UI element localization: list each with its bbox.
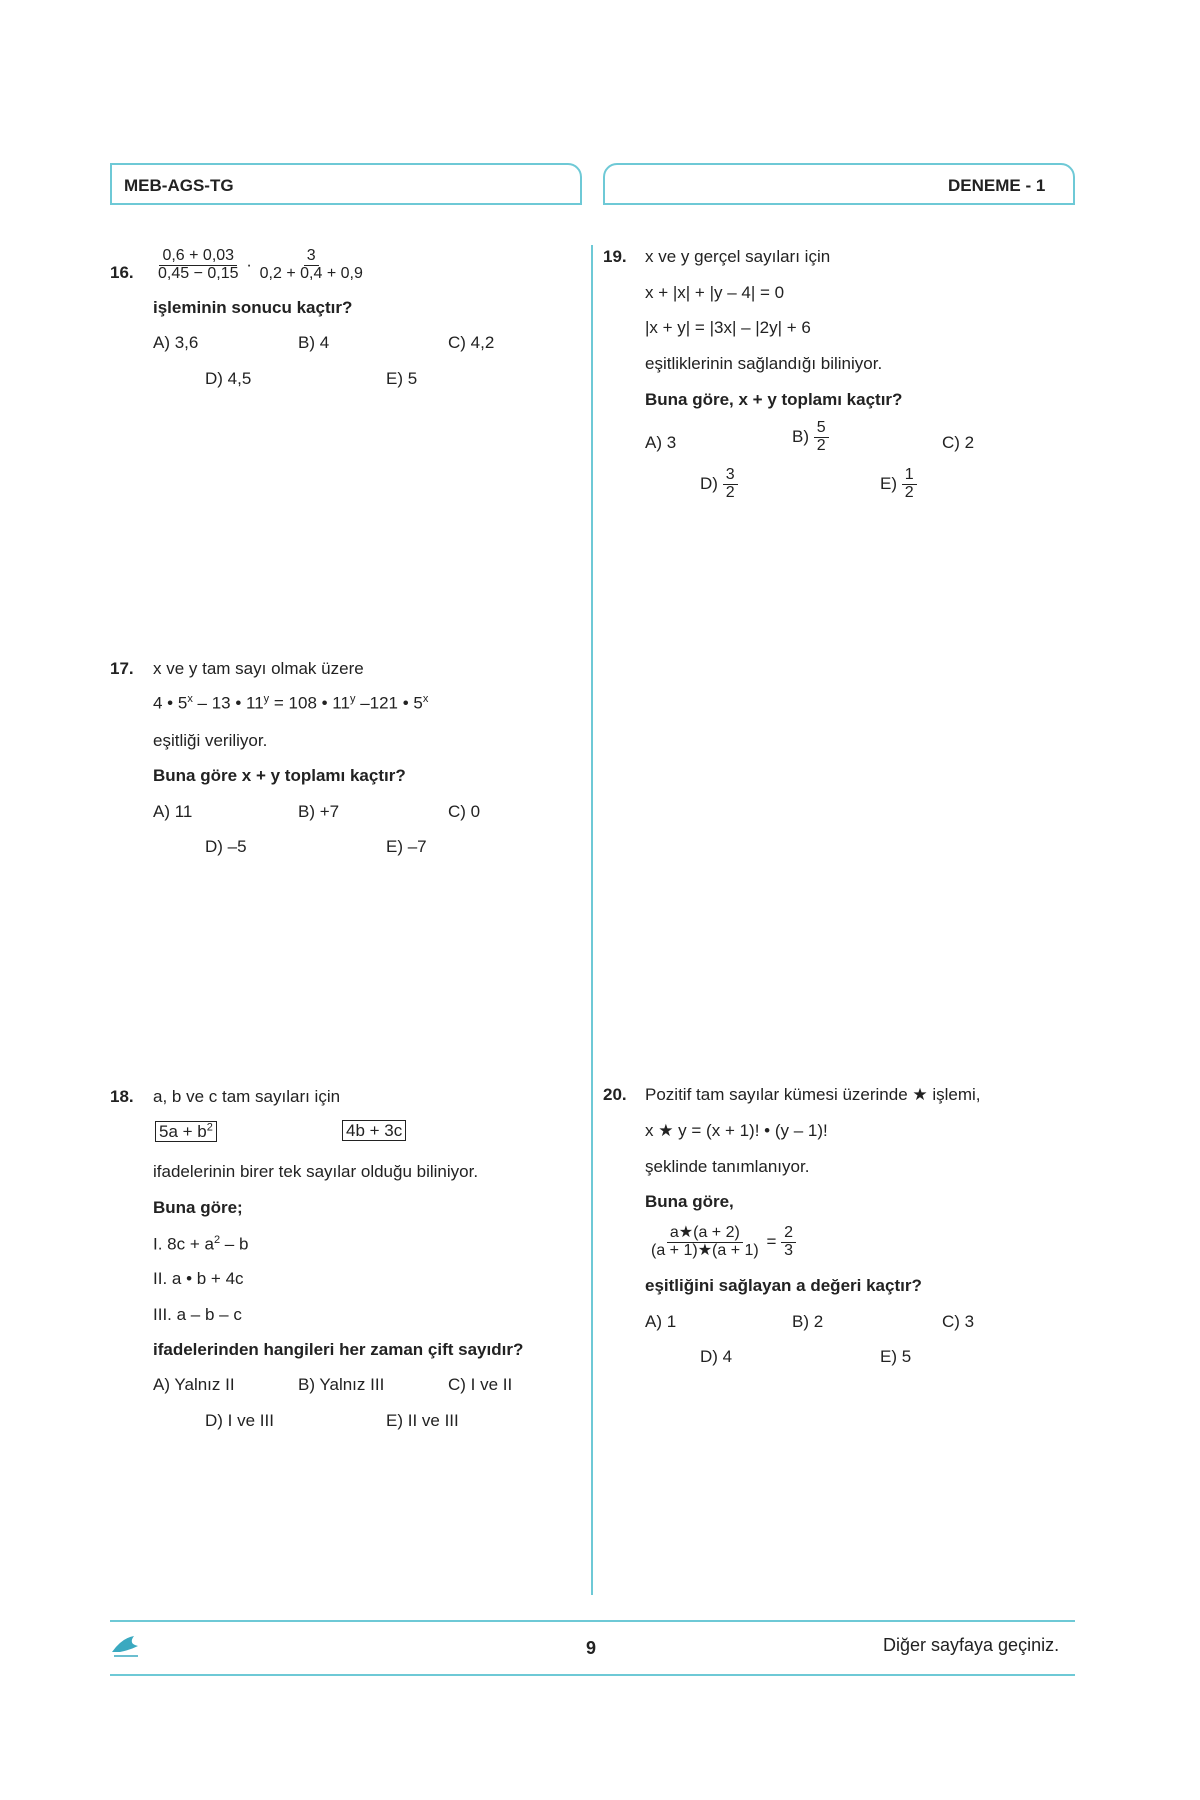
question-20-intro: Pozitif tam sayılar kümesi üzerinde ★ işlemi, (645, 1085, 981, 1104)
question-20-equation: $\frac{a★(a + 2)}{(a + 1)★(a + 1)}$ = $\frac{2}{3}$ (648, 1225, 796, 1260)
question-19-number: 19. (603, 247, 627, 266)
q16-fraction-2: $\frac{3}{0,2 + 0,4 + 0,9}$ (259, 247, 363, 282)
footer-bottom-rule (110, 1674, 1075, 1676)
question-17-equation: 4 • 5$^x$ – 13 • $11^y = 108$ • 11$^y$ –121 • 5$^x$ (153, 693, 429, 713)
question-17-text: Buna göre x + y toplamı kaçtır? (153, 766, 406, 785)
q17-option-a[interactable]: A) 11 (153, 802, 193, 821)
q18-option-b[interactable]: B) Yalnız III (298, 1375, 385, 1394)
question-16-number: 16. (110, 263, 134, 282)
q18-option-c[interactable]: C) I ve II (448, 1375, 513, 1394)
q16-operator: · (246, 254, 252, 274)
q17-option-c[interactable]: C) 0 (448, 802, 481, 821)
question-19-given: eşitliklerinin sağlandığı biliniyor. (645, 354, 883, 373)
question-18-intro: a, b ve c tam sayıları için (153, 1087, 341, 1106)
question-20-given: şeklinde tanımlanıyor. (645, 1157, 810, 1176)
question-18-box-1: $5a + b^2$ (155, 1121, 217, 1142)
q16-option-a[interactable]: A) 3,6 (153, 333, 199, 352)
question-19-equation-2: |x + y| = |3x| – |2y| + 6 (645, 318, 811, 337)
q20-option-d[interactable]: D) 4 (700, 1347, 733, 1366)
question-17-given: eşitliği veriliyor. (153, 731, 268, 750)
header-right-title: DENEME - 1 (948, 176, 1046, 195)
q20-option-a[interactable]: A) 1 (645, 1312, 677, 1331)
question-20-text: eşitliğini sağlayan a değeri kaçtır? (645, 1276, 922, 1295)
q20-option-c[interactable]: C) 3 (942, 1312, 975, 1331)
question-18-number: 18. (110, 1087, 134, 1106)
question-18-text: ifadelerinden hangileri her zaman çift sayıdır? (153, 1340, 524, 1359)
q19-option-e[interactable]: E) $\frac{1}{2}$ (880, 467, 917, 502)
q19-option-c[interactable]: C) 2 (942, 433, 975, 452)
publisher-logo-icon (108, 1632, 146, 1662)
q18-option-a[interactable]: A) Yalnız II (153, 1375, 235, 1394)
page-number: 9 (586, 1638, 597, 1658)
column-divider (591, 245, 593, 1595)
question-20-lead: Buna göre, (645, 1192, 734, 1211)
q19-option-a[interactable]: A) 3 (645, 433, 677, 452)
question-18-box-2: 4b + 3c (342, 1121, 406, 1141)
question-18-item-3: III. a – b – c (153, 1305, 242, 1324)
question-18-lead: Buna göre; (153, 1198, 243, 1217)
question-18-item-1: I. $8c + a^2 - b$ (153, 1234, 249, 1254)
q17-option-d[interactable]: D) –5 (205, 837, 247, 856)
q16-option-b[interactable]: B) 4 (298, 333, 330, 352)
question-20-definition: x ★ y = (x + 1)! • (y – 1)! (645, 1121, 828, 1140)
question-19-intro: x ve y gerçel sayıları için (645, 247, 831, 266)
q20-option-e[interactable]: E) 5 (880, 1347, 912, 1366)
q18-option-d[interactable]: D) I ve III (205, 1411, 274, 1430)
question-18-given: ifadelerinin birer tek sayılar olduğu biliniyor. (153, 1162, 479, 1181)
question-20-number: 20. (603, 1085, 627, 1104)
q16-option-d[interactable]: D) 4,5 (205, 369, 252, 388)
question-16-text: işleminin sonucu kaçtır? (153, 298, 353, 317)
q19-option-d[interactable]: D) $\frac{3}{2}$ (700, 467, 738, 502)
question-17-number: 17. (110, 659, 134, 678)
q17-option-e[interactable]: E) –7 (386, 837, 427, 856)
question-19-equation-1: x + |x| + |y – 4| = 0 (645, 283, 785, 302)
q16-option-e[interactable]: E) 5 (386, 369, 418, 388)
header-left-title: MEB-AGS-TG (124, 176, 234, 195)
q18-option-e[interactable]: E) II ve III (386, 1411, 459, 1430)
question-19-text: Buna göre, x + y toplamı kaçtır? (645, 390, 903, 409)
q17-option-b[interactable]: B) +7 (298, 802, 340, 821)
question-17-intro: x ve y tam sayı olmak üzere (153, 659, 364, 678)
question-18-item-2: II. a • b + 4c (153, 1269, 244, 1288)
q16-fraction-1: $\frac{0,6 + 0,03}{0,45 - 0,15}$ (158, 247, 239, 282)
q19-option-b[interactable]: B) $\frac{5}{2}$ (792, 420, 829, 455)
q16-option-c[interactable]: C) 4,2 (448, 333, 495, 352)
next-page-note: Diğer sayfaya geçiniz. (883, 1635, 1060, 1655)
q20-option-b[interactable]: B) 2 (792, 1312, 824, 1331)
question-16-expression (155, 248, 366, 283)
footer-top-rule (110, 1620, 1075, 1622)
